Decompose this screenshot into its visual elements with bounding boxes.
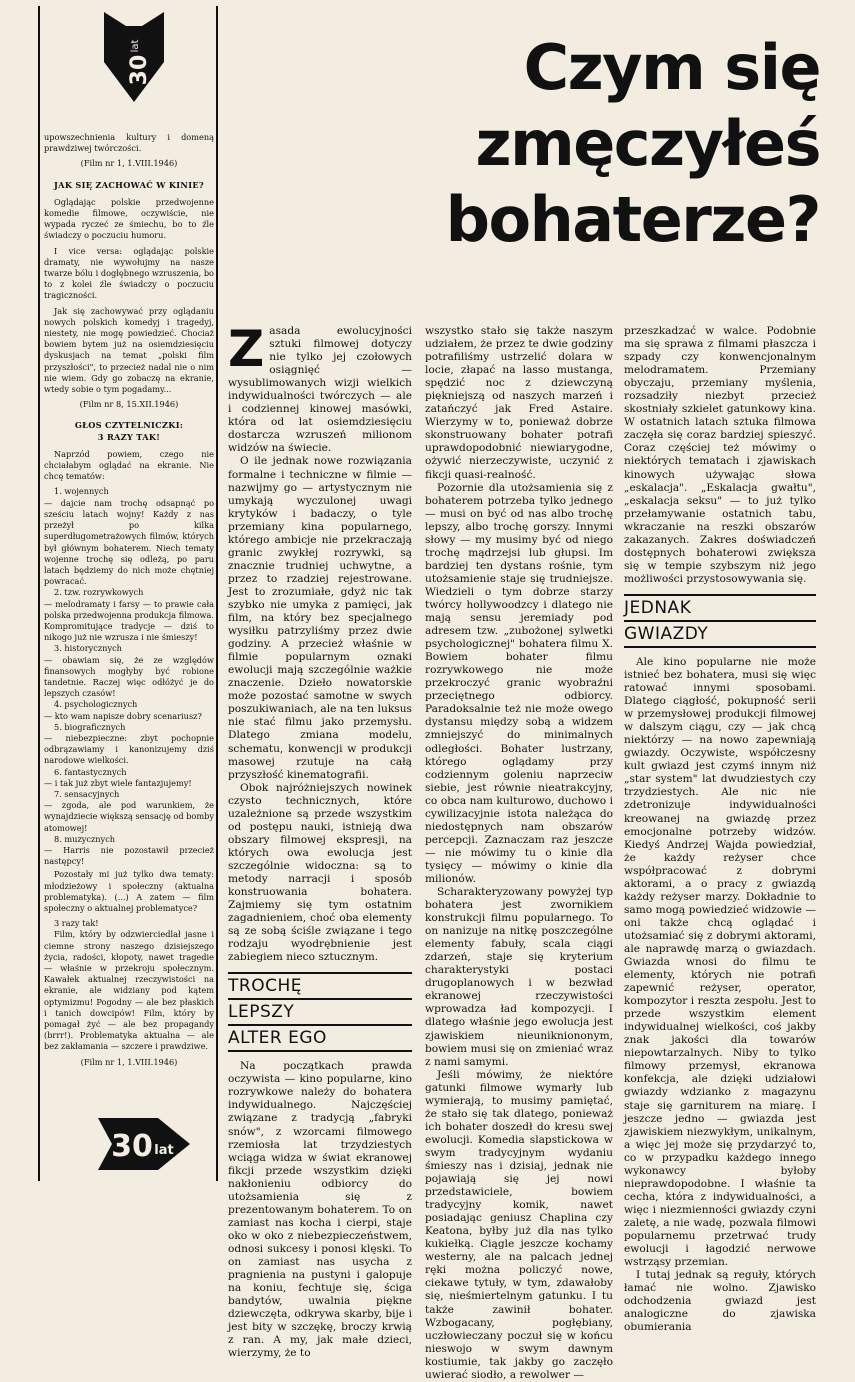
sidebar-heading-2: GŁOS CZYTELNICZKI: bbox=[74, 420, 184, 431]
list-item: — dajcie nam trochę odsapnąć po sześciu latach wojny! Każdy z nas przeżył po kilka superdługometrażowych filmów, których był głównym bohaterem. Niech tematy wojenne trochę się odleżą, po paru latach będziemy do nich może chętniej powracać. bbox=[44, 497, 214, 587]
article-paragraph: Scharakteryzowany powyżej typ bohatera jest zwornikiem konstrukcji filmu popularnego. To on nanizuje na nitkę poszczególne elementy fabuły, scala ciągi zdarzeń, staje się kryterium charakterystyki postaci drugoplanowych i w bezwład ekranowej rzeczywistości wprowadza ład kompozycji. I dlatego właśnie jego ewolucja jest zjawiskiem nieunikniononym, bowiem musi się on zmieniać wraz z nami samymi. bbox=[425, 886, 613, 1068]
sidebar-intro: upowszechnienia kultury i domeną prawdziwej twórczości. bbox=[44, 132, 214, 154]
subheading-group-1 bbox=[228, 972, 412, 1052]
subheading-group-2 bbox=[624, 594, 816, 648]
subheading-line: ALTER EGO bbox=[228, 1026, 412, 1052]
title-line-2: zmęczyłeś bbox=[475, 107, 820, 180]
subheading-line: TROCHĘ bbox=[228, 972, 412, 1000]
article-lead: asada ewolucyjności sztuki filmowej dotyczy nie tylko jej czołowych osiągnięć — wysublimowanych wizji wielkich indywidualności twórczych — ale i codziennej kinowej masówki, która od lat osiemdziesięciu dostarcza wzruszeń milionom widzów na świecie. bbox=[228, 325, 412, 455]
sidebar-paragraph: Oglądając polskie przedwojenne komedie filmowe, oczywiście, nie wypada ryczeć ze śmiechu, bo to źle świadczy o poczuciu humoru. bbox=[44, 196, 214, 241]
list-item: — Harris nie pozostawił przecież następcy! bbox=[44, 844, 214, 867]
anniversary-badge-bottom bbox=[98, 1118, 190, 1170]
sidebar-citation-1: (Film nr 1, 1.VIII.1946) bbox=[80, 158, 178, 169]
list-item: 1. wojennych bbox=[54, 486, 109, 497]
column-divider-sidebar bbox=[216, 6, 218, 1181]
archive-sidebar bbox=[44, 132, 214, 1078]
sidebar-heading-1: JAK SIĘ ZACHOWAĆ W KINIE? bbox=[54, 179, 204, 190]
sidebar-heading-3: 3 RAZY TAK! bbox=[97, 431, 161, 442]
sidebar-paragraph: Pozostały mi już tylko dwa tematy: młodzieżowy i społeczny (aktualna problematyka). (...) A zatem — film społeczny o aktualnej problematyce? bbox=[44, 869, 214, 913]
list-item: — obawiam się, że ze względów finansowych mogłyby być robione tandetnie. Raczej więc odłóżyć je do lepszych czasów! bbox=[44, 654, 214, 699]
article-paragraph: Pozornie dla utożsamienia się z bohaterem potrzeba tylko jednego — musi on być od nas albo trochę lepszy, albo trochę gorszy. Innymi słowy — my musimy być od niego trochę mądrzejsi lub głupsi. Im bardziej ten dystans rośnie, tym utożsamienie staje się trudniejsze. Wiedzieli o tym dobrze starzy twórcy hollywoodzcy i dlatego nie mają sensu jeremiady pod adresem tzw. „zubożonej sylwetki psychologicznej" bohatera filmu X. Bowiem bohater filmu rozrywkowego nie może przekroczyć granic wyobraźni przeciętnego odbiorcy. Paradoksalnie też nie może owego dystansu między sobą a widzem zmniejszyć do minimalnych odległości. Bohater lustrzany, którego oglądamy przy codziennym goleniu naprzeciw siebie, jest równie nieatrakcyjny, co obca nam kulturowo, duchowo i cywilizacyjnie istota należąca do niedostępnych nam obszarów percepcji. Zaznaczam raz jeszcze — nie mówimy tu o kinie dla tysięcy — mówimy o kinie dla milionów. bbox=[425, 481, 613, 885]
subheading-line: GWIAZDY bbox=[624, 622, 816, 648]
article-paragraph: Obok najróżniejszych nowinek czysto technicznych, które uzależnione są przede wszystkim od postępu nauki, istnieją dwa obszary filmowej ekspresji, na których owa ewolucja jest szczególnie widoczna: są to metody narracji i sposób konstruowania bohatera. Zajmiemy się tym ostatnim zagadnieniem, choć oba elementy są ze sobą ściśle związane i tego rodzaju wyodrębnienie jest zabiegiem nieco sztucznym. bbox=[228, 781, 412, 964]
article-paragraph: Ale kino popularne nie może istnieć bez bohatera, musi się więc ratować innymi sposobami. Dlatego ciągłość, pokupność serii w przemysłowej produkcji filmowej w dalszym ciągu, czy — jak chcą niektórzy — na nowo zapewniają gwiazdy. Oczywiste, współczesny kult gwiazd jest czymś innym niż „star system" lat dwudziestych czy trzydziestych. Ale nic nie zdetronizuje indywidualności kreowanej na gwiazdę przez emocjonalne potrzeby widzów. Kiedyś Andrzej Wajda powiedział, że każdy reżyser chce współpracować z dobrymi aktorami, a o pracy z gwiazdą każdy reżyser marzy. Dokładnie to samo mogą powiedzieć widzowie — oni także chcą oglądać i utożsamiać się z dobrymi aktorami, ale naprawdę marzą o gwiazdach. Gwiazda wnosi do filmu te elementy, których nie potrafi zapewnić reżyser, operator, kompozytor i reszta zespołu. Jest to przede wszystkim element indywidualnej wielkości, coś jakby znak jakości dla towarów niepowtarzalnych. Niby to tylko filmowy przemysł, ekranowa konfekcja, ale dzięki udziałowi gwiazdy wdzianko z magazynu staje się garniturem na miarę. I jeszcze jedno — gwiazda jest zjawiskiem niezwykłym, unikalnym, a więc jej może się przydarzyć to, co w przypadku każdego innego wykonawcy byłoby nieprawdopodobne. I właśnie ta cecha, która z indywidualności, a więc i niezmienności gwiazdy czyni zaletę, a nie wadę, pozwala filmowi popularnemu przetrwać trudy ewolucji i łagodzić nerwowe wstrząsy przemian. bbox=[624, 655, 816, 1269]
list-item: 5. biograficznych bbox=[54, 721, 126, 732]
list-item: — zgoda, ale pod warunkiem, że wynajdziecie większą sensację od bomby atomowej! bbox=[44, 800, 214, 833]
list-item: 4. psychologicznych bbox=[54, 699, 138, 710]
sidebar-paragraph: Film, który by odzwierciedlał jasne i ciemne strony naszego dzisiejszego życia, radości, kłopoty, nawet tragedie — właśnie w przekroju społecznym. Kawałek aktualnej rzeczywistości na ekranie, ale widziany pod kątem optymizmu! Pogodny — ale bez płaskich i tanich dowcipów! Film, który by pomagał żyć — ale bez propagandy (brrr!). Problematyka aktualna — ale bez zakłamania — szczere i prawdziwe. bbox=[44, 929, 214, 1052]
badge-bottom-number: 30 bbox=[111, 1129, 153, 1164]
article-paragraph: wszystko stało się także naszym udziałem, że przez te dwie godziny potrafiliśmy ustrzelić dolara w locie, złapać na lasso mustanga, spędzić noc z dziewczyną piękniejszą od naszych marzeń i zatańczyć jak Fred Astaire. Wierzymy w to, ponieważ dobrze skonstruowany bohater potrafi uprawdopodobnić niewiarygodne, ożywić nierzeczywiste, uczynić z fikcji quasi-realność. bbox=[425, 325, 613, 481]
badge-top-number: 30 bbox=[127, 54, 152, 86]
drop-cap: Z bbox=[228, 320, 265, 378]
article-title bbox=[380, 30, 820, 258]
list-item: — kto wam napisze dobry scenariusz? bbox=[44, 710, 202, 721]
article-paragraph bbox=[228, 320, 412, 455]
article-paragraph: Na początkach prawda oczywista — kino popularne, kino rozrywkowe należy do bohatera indywidualnego. Najczęściej związane z tradycją „fabryki snów", z wzorcami filmowego rzemiosła lat trzydziestych wciąga widza w świat ekranowej fikcji przede wszystkim dzięki nakłonieniu odbiorcy do utożsamienia się z prezentowanym bohaterem. To on zamiast nas kocha i cierpi, staje oko w oko z niebezpieczeństwem, odnosi sukcesy i ponosi klęski. To on zamiast nas usycha z pragnienia na pustyni i galopuje na koniu, fechtuje się, ściga bandytów, uwalnia piękne dziewczęta, odkrywa skarby, bije i jest bity w szczękę, broczy krwią z ran. A my, jak małe dzieci, wierzymy, że to bbox=[228, 1060, 412, 1360]
title-line-3: bohaterze? bbox=[445, 183, 820, 256]
sidebar-paragraph: Naprzód powiem, czego nie chciałabym oglądać na ekranie. Nie chcę tematów: bbox=[44, 448, 214, 482]
article-column-3 bbox=[624, 325, 816, 1334]
article-column-2 bbox=[425, 325, 613, 1382]
title-line-1: Czym się bbox=[523, 31, 820, 104]
sidebar-paragraph: I vice versa: oglądając polskie dramaty, nie wywołujmy na nasze twarze bólu i dogłębnego wzruszenia, bo to z kolei źle świadczy o poczuciu tragiczności. bbox=[44, 245, 214, 301]
article-paragraph: przeszkadzać w walce. Podobnie ma się sprawa z filmami płaszcza i szpady czy konwencjonalnym melodramatem. Przemiany obyczaju, przemiany myślenia, rozsadziły niezbyt przecież skostniały szkielet gatunkowy kina. W ostatnich latach sztuka filmowa zaczęła się coraz bardziej spieszyć. Coraz częściej też mówimy o niektórych tematach i zjawiskach kinowych używając słowa „eskalacja". „Eskalacja gwałtu", „eskalacja seksu" — to już tylko przełamywanie ostatnich tabu, wkraczanie na reszki obszarów zakazanych. Zakres doświadczeń dostępnych bohaterowi zwiększa się w tempie szybszym niż jego możliwości przystosowywania się. bbox=[624, 325, 816, 585]
sidebar-paragraph: Jak się zachowywać przy oglądaniu nowych polskich komedyj i tragedyj, niestety, nie mogę powiedzieć. Chociaż bowiem bytem już na osiemdziesięciu dyskusjach na temat „polski film przyszłości", to przecież nadal nie o nim nie wiem. Gdy go zobaczę na ekranie, wtedy sobie o tym pogadamy... bbox=[44, 305, 214, 395]
list-item: — melodramaty i farsy — to prawie cała polska przedwojenna produkcja filmowa. Kompromitujące tradycje — dziś to nikogo już nie wzrusza i nie śmieszy! bbox=[44, 598, 214, 643]
article-paragraph: I tutaj jednak są reguły, których łamać nie wolno. Zjawisko odchodzenia gwiazd jest analogiczne do zjawiska obumierania bbox=[624, 1269, 816, 1334]
list-item: 7. sensacyjnych bbox=[54, 788, 120, 799]
list-item: — i tak już zbyt wiele fantazjujemy! bbox=[44, 777, 192, 788]
list-item: 3. historycznych bbox=[54, 643, 122, 654]
column-divider-left bbox=[38, 6, 40, 1181]
sidebar-citation-3: (Film nr 1, 1.VIII.1946) bbox=[80, 1056, 178, 1067]
subheading-line: JEDNAK bbox=[624, 594, 816, 622]
list-item: 2. tzw. rozrywkowych bbox=[54, 587, 144, 598]
anniversary-badge-top bbox=[104, 12, 164, 102]
sidebar-citation-2: (Film nr 8, 15.XII.1946) bbox=[79, 399, 179, 410]
list-item: 8. muzycznych bbox=[54, 833, 116, 844]
badge-top-word: lat bbox=[130, 39, 141, 53]
article-paragraph: Jeśli mówimy, że niektóre gatunki filmowe wymarły lub wymierają, to musimy pamiętać, że stało się tak dlatego, ponieważ ich bohater doszedł do kresu swej ewolucji. Komedia slapstickowa w swym tradycyjnym wydaniu śmieszy nas i dzisiaj, jednak nie pojawiają się jej nowi przedstawiciele, bowiem tradycyjny komik, nawet posiadając geniusz Chaplina czy Keatona, byłby już dla nas tylko kukiełką. Ciągle jeszcze kochamy westerny, ale na palcach jednej ręki można policzyć nowe, ciekawe tytuły, w tym, zdawałoby się, nieśmiertelnym gatunku. I tu także zawinił bohater. Wzbogacany, pogłębiany, uczłowieczany poczuł się w końcu nieswojo w swym dawnym kostiumie, tak jakby go zaczęło uwierać siodło, a rewolwer — bbox=[425, 1068, 613, 1381]
subheading-line: LEPSZY bbox=[228, 1000, 412, 1026]
list-item: 6. fantastycznych bbox=[54, 766, 127, 777]
sidebar-paragraph: 3 razy tak! bbox=[54, 918, 99, 929]
list-item: — niebezpieczne: zbyt pochopnie odbrązawiamy i kanonizujemy dziś narodowe wielkości. bbox=[44, 732, 214, 766]
badge-bottom-word: lat bbox=[154, 1143, 174, 1158]
article-column-1 bbox=[228, 320, 412, 1360]
article-paragraph: O ile jednak nowe rozwiązania formalne i techniczne w filmie — nazwijmy go — artystycznym nie umykają wyczulonej uwagi krytyków i badaczy, o tyle przemiany kina popularnego, którego ambicje nie przekraczają granic zwykłej rozrywki, są znacznie trudniej uchwytne, a przez to rzadziej rejestrowane. Jest to zrozumiałe, gdyż nic tak szybko nie umyka z pamięci, jak film, na który bez specjalnego wysiłku patrzyliśmy przez dwie godziny. A przecież właśnie w filmie popularnym oznaki ewolucji mają szczególnie ważkie znaczenie. Dzieło nowatorskie może pozostać samotne w swych poszukiwaniach, ale na ten luksus nie stać filmu jako przemysłu. Dlatego zmiana modelu, schematu, konwencji w produkcji masowej rzutuje na całą przyszłość kinematografii. bbox=[228, 455, 412, 781]
